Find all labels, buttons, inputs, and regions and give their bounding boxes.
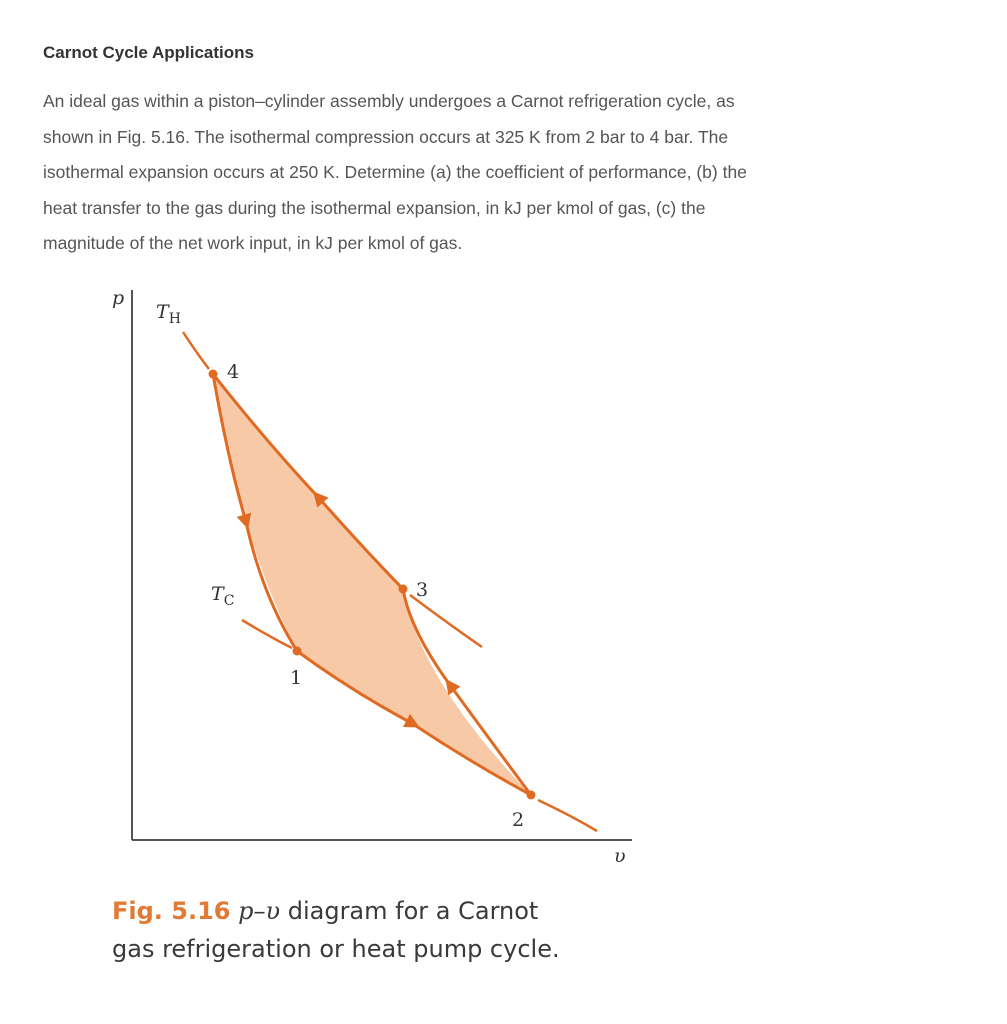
tc-label: $T_C$ [211,583,235,609]
caption-text-2: gas refrigeration or heat pump cycle. [112,935,560,963]
caption-text-1: diagram for a Carnot [280,897,539,925]
th-isotherm-extension [183,332,209,369]
problem-line: magnitude of the net work input, in kJ per kmol of gas. [43,233,463,253]
figure-caption [112,892,560,968]
state-label-2: 2 [512,809,525,831]
problem-line: An ideal gas within a piston–cylinder assembly undergoes a Carnot refrigeration cycle, as [43,91,735,111]
caption-pv: p–υ [238,897,281,925]
x-axis-label: υ [614,845,626,867]
th-label: $T_H$ [156,301,181,327]
tc-isotherm-extension-right [538,800,597,831]
y-axis-label: p [112,287,125,309]
state-point-4 [209,370,218,379]
caption-figure-number: Fig. 5.16 [112,897,231,925]
problem-line: shown in Fig. 5.16. The isothermal compression occurs at 325 K from 2 bar to 4 bar. The [43,126,729,147]
state-label-4: 4 [227,361,240,383]
state-point-2 [527,791,536,800]
state-label-1: 1 [290,667,303,689]
problem-title: Carnot Cycle Applications [43,43,254,62]
problem-line: isothermal expansion occurs at 250 K. Determine (a) the coefficient of performance, (b) the [43,162,747,182]
state-label-3: 3 [416,579,429,601]
state-point-1 [293,647,302,656]
state-point-3 [399,585,408,594]
problem-line: heat transfer to the gas during the isothermal expansion, in kJ per kmol of gas, (c) the [43,197,706,218]
